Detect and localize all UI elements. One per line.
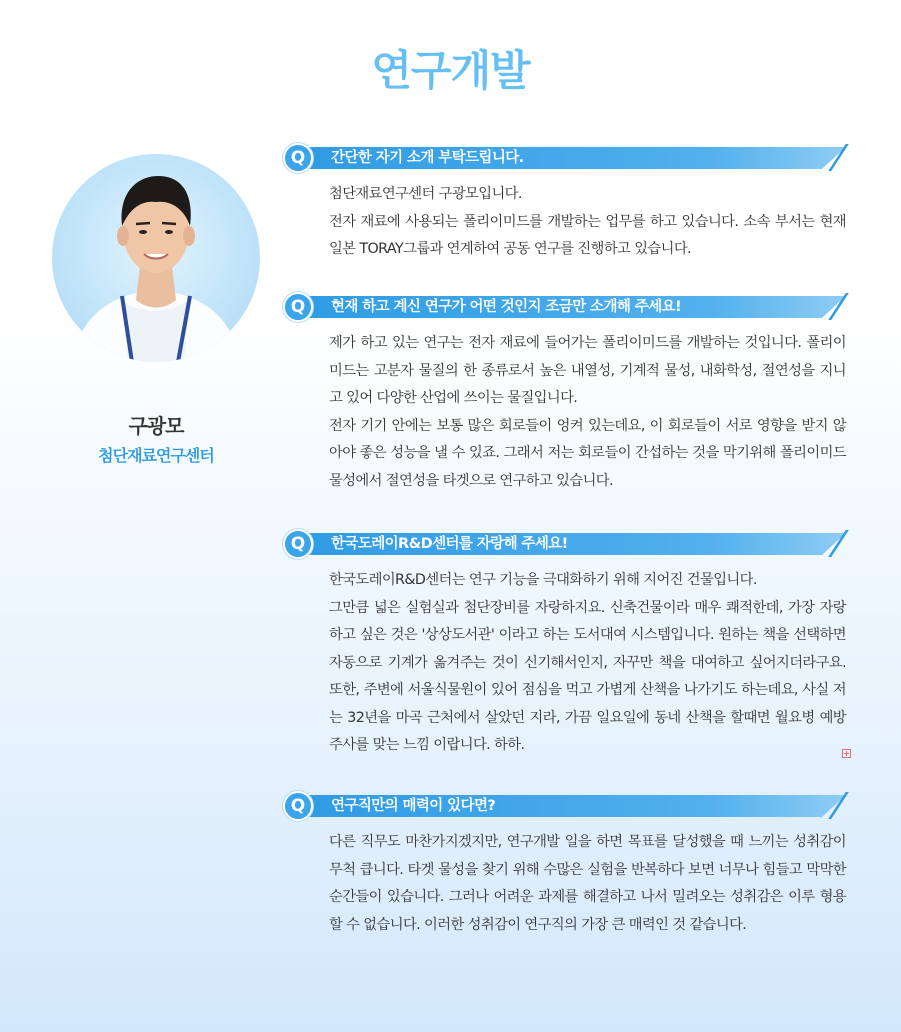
question-text: 연구직만의 매력이 있다면? <box>331 798 496 814</box>
question-bar <box>283 791 848 821</box>
answer-paragraph: 한국도레이R&D센터는 연구 기능을 극대화하기 위해 지어진 건물입니다. <box>329 572 757 588</box>
answer-text <box>329 330 846 495</box>
profile-department: 첨단재료연구센터 <box>98 446 214 465</box>
answer-paragraph: 전자 기기 안에는 보통 많은 회로들이 엉켜 있는데요, 이 회로들이 서로 영향을 받지 않아야 좋은 성능을 낼 수 있죠. 그래서 저는 회로들이 간섭하는 것을 막기위해 폴리이미드 물성에서 절연성을 타겟으로 연구하고 있습니다. <box>329 417 846 489</box>
qa-item <box>283 143 853 264</box>
q-icon: Q <box>283 791 313 821</box>
qa-item <box>283 292 853 495</box>
profile-photo <box>52 154 260 362</box>
answer-text <box>329 181 846 264</box>
person-illustration <box>52 154 260 362</box>
question-bar <box>283 292 848 322</box>
page-title: 연구개발 <box>371 46 530 95</box>
question-text: 간단한 자기 소개 부탁드립니다. <box>331 150 524 166</box>
q-icon: Q <box>283 292 313 322</box>
answer-paragraph: 첨단재료연구센터 구광모입니다. <box>329 186 522 202</box>
answer-paragraph: 전자 재료에 사용되는 폴리이미드를 개발하는 업무를 하고 있습니다. 소속 부서는 현재 일본 TORAY그룹과 연계하여 공동 연구를 진행하고 있습니다. <box>329 213 846 257</box>
answer-text <box>329 567 846 760</box>
answer-paragraph: 다른 직무도 마찬가지겠지만, 연구개발 일을 하면 목표를 달성했을 때 느끼는 성취감이 무척 큽니다. 타겟 물성을 찾기 위해 수많은 실험을 반복하다 보면 너무나 힘들고 막막한 순간들이 있습니다. 그러나 어려운 과제를 해결하고 나서 밀려오는 성취감은 이루 형용할 수 없습니다. 이러한 성취감이 연구직의 가장 큰 매력인 것 같습니다. <box>329 834 846 933</box>
qa-item <box>283 529 853 760</box>
answer-paragraph: 제가 하고 있는 연구는 전자 재료에 들어가는 폴리이미드를 개발하는 것입니다. 폴리이미드는 고분자 물질의 한 종류로서 높은 내열성, 기계적 물성, 내화학성, 절연성을 지니고 있어 다양한 산업에 쓰이는 물질입니다. <box>329 335 846 406</box>
question-text: 현재 하고 계신 연구가 어떤 것인지 조금만 소개해 주세요! <box>331 299 681 315</box>
question-text: 한국도레이R&D센터를 자랑해 주세요! <box>331 536 568 552</box>
q-icon: Q <box>283 529 313 559</box>
q-icon: Q <box>283 143 313 173</box>
profile-name: 구광모 <box>128 414 184 438</box>
question-bar <box>283 529 848 559</box>
answer-text <box>329 829 846 939</box>
question-bar <box>283 143 848 173</box>
expand-icon[interactable] <box>842 749 851 758</box>
qa-item <box>283 791 853 939</box>
answer-paragraph: 그만큼 넓은 실험실과 첨단장비를 자랑하지요. 신축건물이라 매우 쾌적한데, 가장 자랑하고 싶은 것은 '상상도서관' 이라고 하는 도서대여 시스템입니다. 원하는 책을 선택하면 자동으로 기계가 옮겨주는 것이 신기해서인지, 자꾸만 책을 대여하고 싶어지더라구요. 또한, 주변에 서울식물원이 있어 점심을 먹고 가볍게 산책을 나가기도 하는데요, 사실 저는 32년을 마곡 근처에서 살았던 지라, 가끔 일요일에 동네 산책을 할때면 월요병 예방 주사를 맞는 느낌 이랍니다. 하하. <box>329 599 846 753</box>
